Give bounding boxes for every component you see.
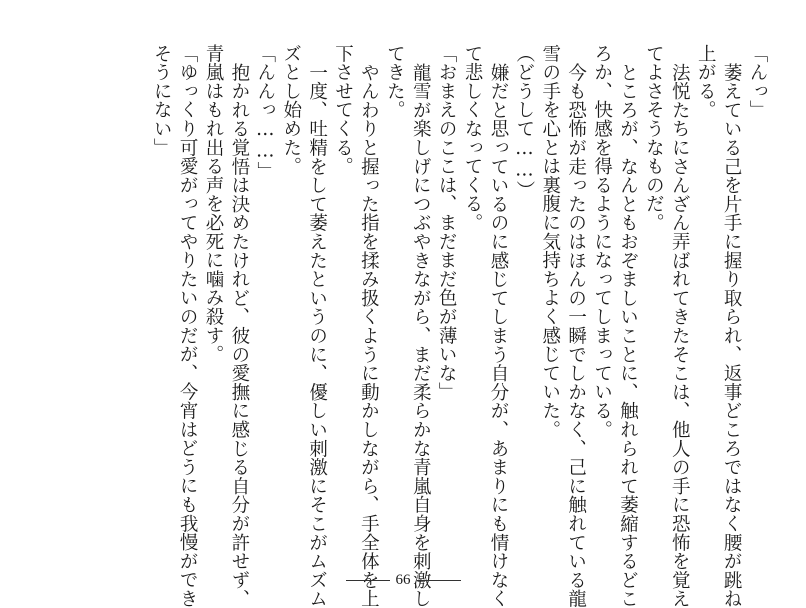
text-line: てきた。 bbox=[384, 44, 406, 120]
text-line: （どうして……） bbox=[513, 44, 535, 200]
text-line: 今も恐怖が走ったのはほんの一瞬でしかなく、己に触れている龍 bbox=[565, 62, 587, 608]
text-line: 「んっ」 bbox=[747, 44, 768, 120]
page-number-footer bbox=[0, 572, 806, 589]
text-line: 抱かれる覚悟は決めたけれど、彼の愛撫に感じる自分が許せず、 bbox=[228, 62, 250, 608]
text-line: ところが、なんともおぞましいことに、触れられて萎縮するどこ bbox=[617, 62, 639, 608]
text-line: 萎えている己を片手に握り取られ、返事どころではなく腰が跳ね bbox=[721, 62, 743, 608]
text-line: 下させてくる。 bbox=[332, 44, 354, 176]
text-line: ろか、快感を得るようになってしまっている。 bbox=[591, 44, 613, 439]
text-line: 「ゆっくり可愛がってやりたいのだが、今宵はどうにも我慢ができ bbox=[177, 44, 199, 608]
text-line: ズとし始めた。 bbox=[280, 44, 302, 176]
text-line: 上がる。 bbox=[695, 44, 717, 120]
text-line: て悲しくなってくる。 bbox=[462, 44, 484, 232]
text-line: やんわりと握った指を揉み扱くように動かしながら、手全体を上 bbox=[358, 62, 380, 608]
text-line: そうにない」 bbox=[151, 44, 173, 157]
folio-rule-right bbox=[417, 580, 461, 581]
text-line: 「んんっ……」 bbox=[254, 44, 276, 181]
text-line: 青嵐はもれ出る声を必死に噛み殺す。 bbox=[202, 44, 224, 364]
text-line: てよさそうなものだ。 bbox=[643, 44, 665, 232]
text-line: 法悦たちにさんざん弄ばれてきたそこは、他人の手に恐怖を覚え bbox=[669, 62, 691, 608]
folio-rule-left bbox=[346, 580, 390, 581]
text-line: 雪の手を心とは裏腹に気持ちよく感じていた。 bbox=[539, 44, 561, 439]
text-line: 嫌だと思っているのに感じてしまう自分が、あまりにも情けなく bbox=[487, 62, 509, 608]
text-line: 「おまえのここは、まだまだ色が薄いな」 bbox=[436, 44, 458, 402]
text-line: 一度、吐精をして萎えたというのに、優しい刺激にそこがムズム bbox=[306, 62, 328, 608]
text-line: 龍雪が楽しげにつぶやきながら、まだ柔らかな青嵐自身を刺激し bbox=[410, 62, 432, 608]
page-number: 66 bbox=[395, 572, 411, 588]
